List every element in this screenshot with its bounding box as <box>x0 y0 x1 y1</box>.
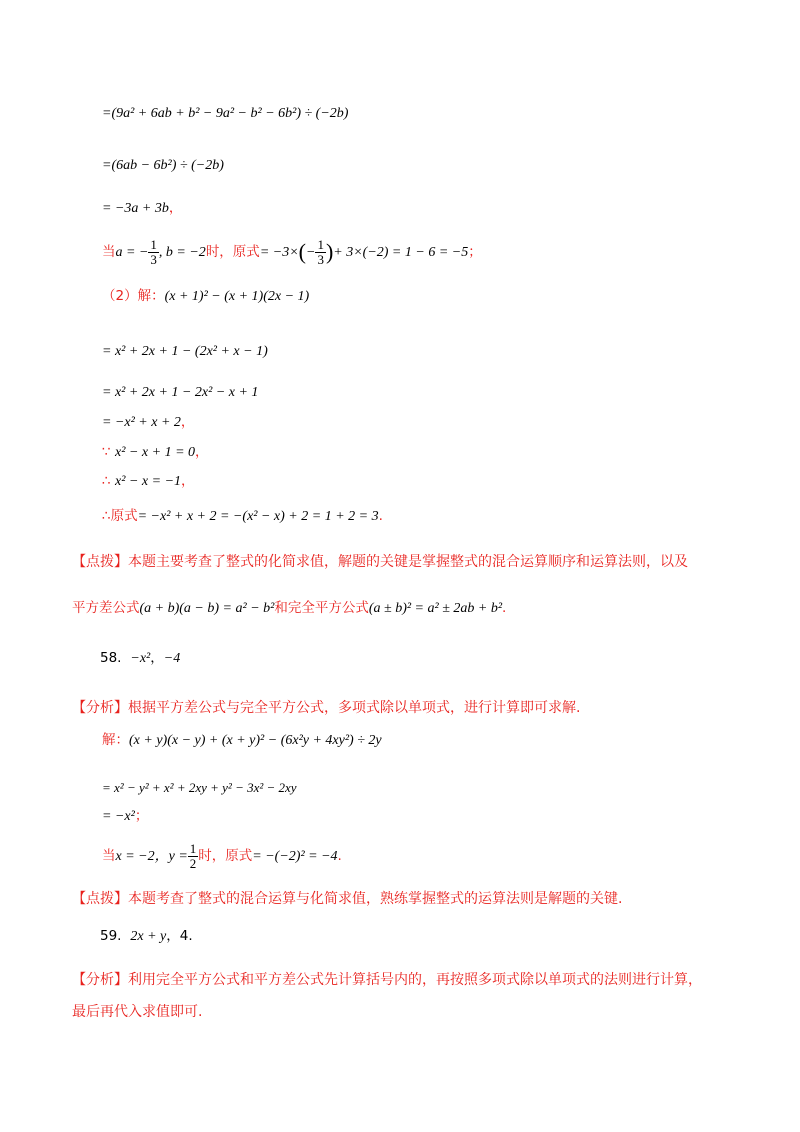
step-line-3: = −3a + 3b， <box>102 200 183 216</box>
step-line-8: = −x² + x + 2， <box>102 414 195 430</box>
analysis-59: 【分析】利用完全平方公式和平方差公式先计算括号内的，再按照多项式除以单项式的法则进行计算， <box>72 972 702 988</box>
question-59-answer: 59. 2x + y，4. <box>100 928 193 944</box>
solution-58-substitution: 当x = −2，y = $\frac{1}{2}$ 时，原式= −(−2)² = −4. <box>102 840 342 871</box>
question-58-answer: 58. −x²，−4 <box>100 650 181 666</box>
solution-58-step-1: = x² − y² + x² + 2xy + y² − 3x² − 2xy <box>102 780 297 795</box>
fraction: $\frac{1}{3}$ <box>150 236 157 267</box>
tip-paragraph-58: 【点拨】本题考查了整式的混合运算与化简求值，熟练掌握整式的运算法则是解题的关键. <box>72 891 623 907</box>
fraction: $\frac{1}{2}$ <box>189 840 197 871</box>
solution-58-step-2: = −x²； <box>102 808 149 824</box>
step-line-2: =(6ab − 6b²) ÷ (−2b) <box>102 158 224 173</box>
step-line-7: = x² + 2x + 1 − 2x² − x + 1 <box>102 385 259 400</box>
tip-paragraph-1-line2: 平方差公式(a + b)(a − b) = a² − b²和完全平方公式(a ± b)² = a² ± 2ab + b². <box>72 600 507 616</box>
analysis-58: 【分析】根据平方差公式与完全平方公式，多项式除以单项式，进行计算即可求解. <box>72 700 581 716</box>
step-line-6: = x² + 2x + 1 − (2x² + x − 1) <box>102 344 268 359</box>
therefore-line: ∴ x² − x = −1， <box>102 473 195 489</box>
step-line-1: =(9a² + 6ab + b² − 9a² − b² − 6b²) ÷ (−2b) <box>102 106 349 121</box>
substitution-line-1: 当a = − $\frac{1}{3}$ , b = −2时，原式= −3×(− $\frac{1}{3}$ )+ 3×(−2) = 1 − 6 = −5； <box>102 236 482 267</box>
solution-58-heading: 解：(x + y)(x − y) + (x + y)² − (6x²y + 4xy²) ÷ 2y <box>102 732 382 748</box>
fraction: $\frac{1}{3}$ <box>317 236 324 267</box>
analysis-59-line2: 最后再代入求值即可. <box>72 1004 203 1020</box>
tip-paragraph-1: 【点拨】本题主要考查了整式的化简求值，解题的关键是掌握整式的混合运算顺序和运算法则，以及 <box>72 554 688 570</box>
because-line: ∵ x² − x + 1 = 0， <box>102 444 209 460</box>
result-line: ∴原式= −x² + x + 2 = −(x² − x) + 2 = 1 + 2 = 3. <box>102 508 383 524</box>
part2-heading: （2）解：(x + 1)² − (x + 1)(2x − 1) <box>102 288 310 304</box>
